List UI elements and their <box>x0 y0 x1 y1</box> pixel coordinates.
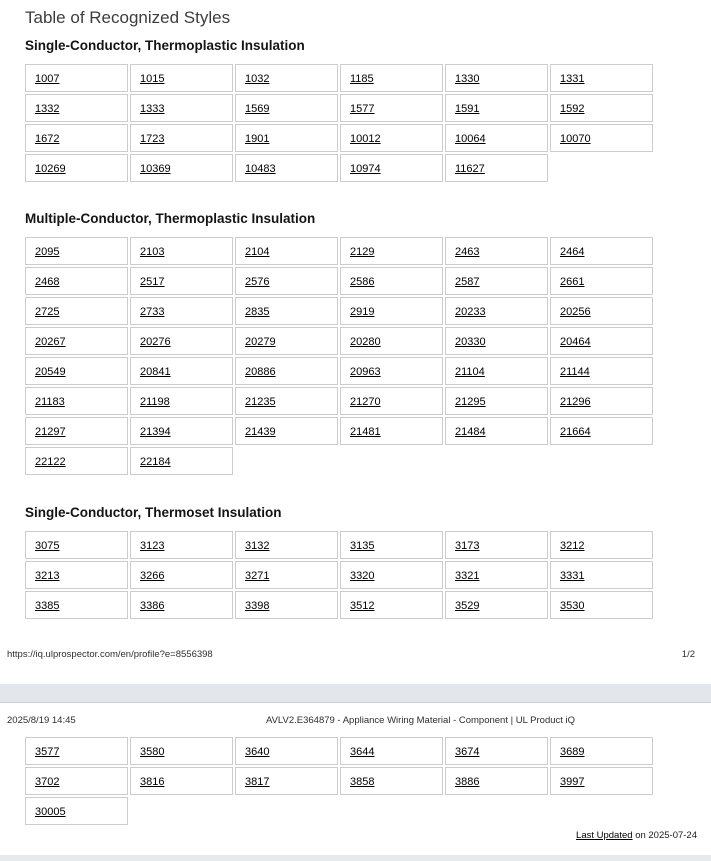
table-row <box>25 531 653 559</box>
style-cell <box>340 64 443 92</box>
style-cell <box>25 737 128 765</box>
style-cell <box>550 297 653 325</box>
style-cell <box>130 327 233 355</box>
style-cell <box>445 297 548 325</box>
table-row <box>25 124 653 152</box>
style-number-link[interactable]: 3817 <box>245 776 270 788</box>
style-cell <box>130 591 233 619</box>
style-cell <box>235 737 338 765</box>
style-number-link[interactable]: 2919 <box>350 306 375 318</box>
style-number-link[interactable]: 20886 <box>245 366 276 378</box>
style-number-link[interactable]: 20256 <box>560 306 591 318</box>
style-number-link[interactable]: 3173 <box>455 540 480 552</box>
style-cell <box>340 154 443 182</box>
style-number-link[interactable]: 2661 <box>560 276 585 288</box>
style-cell <box>235 591 338 619</box>
style-number-link[interactable]: 3135 <box>350 540 375 552</box>
style-cell <box>235 297 338 325</box>
style-cell <box>235 531 338 559</box>
style-number-link[interactable]: 10269 <box>35 163 66 175</box>
table-row <box>25 737 653 765</box>
style-number-link[interactable]: 2463 <box>455 246 480 258</box>
style-number-link[interactable]: 21144 <box>560 366 590 378</box>
style-cell <box>130 124 233 152</box>
style-number-link[interactable]: 10012 <box>350 133 381 145</box>
style-cell <box>340 94 443 122</box>
style-cell <box>25 531 128 559</box>
style-number-link[interactable]: 10064 <box>455 133 486 145</box>
style-cell <box>235 767 338 795</box>
style-number-link[interactable]: 20267 <box>35 336 66 348</box>
style-cell <box>550 327 653 355</box>
style-cell <box>340 387 443 415</box>
page2-print-header <box>0 715 711 727</box>
styles-table-multiple-conductor-thermoplastic <box>23 235 655 477</box>
style-cell <box>130 297 233 325</box>
style-number-link[interactable]: 21270 <box>350 396 381 408</box>
style-cell <box>340 237 443 265</box>
section-heading-single-conductor-thermoplastic: Single-Conductor, Thermoplastic Insulation <box>25 38 305 53</box>
style-cell <box>550 357 653 385</box>
style-number-link[interactable]: 20330 <box>455 336 486 348</box>
style-cell <box>130 561 233 589</box>
style-number-link[interactable]: 20276 <box>140 336 171 348</box>
bottom-page-edge <box>0 855 711 861</box>
style-cell <box>25 237 128 265</box>
style-number-link[interactable]: 3530 <box>560 600 585 612</box>
style-cell <box>235 154 338 182</box>
style-number-link[interactable]: 1331 <box>560 73 585 85</box>
style-cell <box>235 94 338 122</box>
style-number-link[interactable]: 2733 <box>140 306 165 318</box>
style-cell <box>130 737 233 765</box>
style-number-link[interactable]: 2517 <box>140 276 165 288</box>
style-cell <box>445 417 548 445</box>
table-row <box>25 64 653 92</box>
table-row <box>25 387 653 415</box>
style-cell <box>445 357 548 385</box>
style-cell <box>445 591 548 619</box>
style-cell <box>25 387 128 415</box>
style-cell <box>550 64 653 92</box>
page-title: Table of Recognized Styles <box>25 8 231 27</box>
style-cell <box>550 561 653 589</box>
style-number-link[interactable]: 3689 <box>560 746 585 758</box>
style-number-link[interactable]: 21235 <box>245 396 276 408</box>
style-cell <box>130 417 233 445</box>
style-cell <box>130 94 233 122</box>
style-cell <box>130 64 233 92</box>
page-break-divider <box>0 684 711 703</box>
style-cell <box>550 531 653 559</box>
style-number-link[interactable]: 2129 <box>350 246 375 258</box>
table-row <box>25 237 653 265</box>
style-number-link[interactable]: 3702 <box>35 776 60 788</box>
style-number-link[interactable]: 3997 <box>560 776 585 788</box>
style-number-link[interactable]: 1007 <box>35 73 60 85</box>
styles-table-single-conductor-thermoset <box>23 529 655 621</box>
style-number-link[interactable]: 1332 <box>35 103 60 115</box>
style-number-link[interactable]: 2464 <box>560 246 585 258</box>
style-number-link[interactable]: 3271 <box>245 570 270 582</box>
style-number-link[interactable]: 21183 <box>35 396 65 408</box>
style-number-link[interactable]: 3577 <box>35 746 60 758</box>
style-number-link[interactable]: 1185 <box>350 73 374 85</box>
footer-url: https://iq.ulprospector.com/en/profile?e=8556398 <box>7 649 213 660</box>
last-updated-link[interactable]: Last Updated <box>576 830 633 841</box>
style-cell <box>130 387 233 415</box>
style-cell <box>130 267 233 295</box>
style-number-link[interactable]: 21296 <box>560 396 591 408</box>
style-number-link[interactable]: 1032 <box>245 73 270 85</box>
style-number-link[interactable]: 3580 <box>140 746 165 758</box>
style-cell <box>25 64 128 92</box>
style-number-link[interactable]: 3529 <box>455 600 480 612</box>
style-cell <box>550 237 653 265</box>
table-row <box>25 561 653 589</box>
table-row <box>25 327 653 355</box>
style-number-link[interactable]: 3858 <box>350 776 375 788</box>
style-number-link[interactable]: 3386 <box>140 600 165 612</box>
style-cell <box>445 267 548 295</box>
style-number-link[interactable]: 3512 <box>350 600 375 612</box>
style-cell <box>445 767 548 795</box>
style-number-link[interactable]: 10369 <box>140 163 171 175</box>
style-cell <box>340 267 443 295</box>
style-cell <box>130 447 233 475</box>
style-cell <box>25 417 128 445</box>
style-number-link[interactable]: 3644 <box>350 746 375 758</box>
style-cell <box>235 267 338 295</box>
table-row <box>25 797 653 825</box>
style-number-link[interactable]: 3674 <box>455 746 480 758</box>
table-row <box>25 447 653 475</box>
style-number-link[interactable]: 22122 <box>35 456 66 468</box>
style-number-link[interactable]: 3886 <box>455 776 480 788</box>
style-cell <box>550 94 653 122</box>
style-number-link[interactable]: 3075 <box>35 540 60 552</box>
table-row <box>25 154 653 182</box>
style-cell <box>340 417 443 445</box>
style-cell <box>235 357 338 385</box>
style-cell <box>445 154 548 182</box>
style-number-link[interactable]: 3321 <box>455 570 480 582</box>
style-cell <box>25 447 128 475</box>
style-number-link[interactable]: 3320 <box>350 570 375 582</box>
style-cell <box>235 417 338 445</box>
style-number-link[interactable]: 1901 <box>245 133 270 145</box>
style-number-link[interactable]: 2468 <box>35 276 60 288</box>
style-cell <box>25 767 128 795</box>
style-number-link[interactable]: 1569 <box>245 103 270 115</box>
style-cell <box>340 327 443 355</box>
style-number-link[interactable]: 3640 <box>245 746 270 758</box>
style-number-link[interactable]: 20279 <box>245 336 276 348</box>
style-cell <box>235 561 338 589</box>
style-cell <box>25 327 128 355</box>
style-number-link[interactable]: 2104 <box>245 246 270 258</box>
style-number-link[interactable]: 3816 <box>140 776 165 788</box>
style-number-link[interactable]: 20464 <box>560 336 591 348</box>
style-number-link[interactable]: 21104 <box>455 366 485 378</box>
style-cell <box>340 124 443 152</box>
style-number-link[interactable]: 22184 <box>140 456 171 468</box>
style-cell <box>235 124 338 152</box>
style-cell <box>340 591 443 619</box>
style-cell <box>445 387 548 415</box>
style-cell <box>25 124 128 152</box>
section-heading-multiple-conductor-thermoplastic: Multiple-Conductor, Thermoplastic Insulation <box>25 211 316 226</box>
style-number-link[interactable]: 21439 <box>245 426 276 438</box>
section-heading-single-conductor-thermoset: Single-Conductor, Thermoset Insulation <box>25 505 282 520</box>
styles-table-single-conductor-thermoplastic <box>23 62 655 184</box>
style-number-link[interactable]: 10070 <box>560 133 591 145</box>
style-cell <box>130 237 233 265</box>
last-updated-line <box>0 830 711 842</box>
style-number-link[interactable]: 1591 <box>455 103 480 115</box>
style-number-link[interactable]: 3123 <box>140 540 165 552</box>
style-cell <box>445 327 548 355</box>
table-row <box>25 297 653 325</box>
style-number-link[interactable]: 1577 <box>350 103 375 115</box>
style-number-link[interactable]: 11627 <box>455 163 485 175</box>
style-number-link[interactable]: 20233 <box>455 306 486 318</box>
table-row <box>25 767 653 795</box>
style-number-link[interactable]: 21295 <box>455 396 486 408</box>
style-number-link[interactable]: 1672 <box>35 133 60 145</box>
style-cell <box>445 64 548 92</box>
style-cell <box>130 767 233 795</box>
style-cell <box>550 387 653 415</box>
style-number-link[interactable]: 2103 <box>140 246 165 258</box>
style-cell <box>340 737 443 765</box>
style-number-link[interactable]: 20963 <box>350 366 381 378</box>
table-row <box>25 417 653 445</box>
style-number-link[interactable]: 3212 <box>560 540 585 552</box>
table-row <box>25 591 653 619</box>
style-number-link[interactable]: 21664 <box>560 426 591 438</box>
style-cell <box>340 767 443 795</box>
style-number-link[interactable]: 3398 <box>245 600 270 612</box>
style-number-link[interactable]: 21484 <box>455 426 486 438</box>
table-row <box>25 357 653 385</box>
style-cell <box>445 94 548 122</box>
style-cell <box>25 561 128 589</box>
style-number-link[interactable]: 20841 <box>140 366 171 378</box>
styles-table-continuation <box>23 735 655 827</box>
style-number-link[interactable]: 2835 <box>245 306 270 318</box>
style-cell <box>550 267 653 295</box>
style-number-link[interactable]: 2725 <box>35 306 60 318</box>
style-number-link[interactable]: 20280 <box>350 336 381 348</box>
style-number-link[interactable]: 30005 <box>35 806 66 818</box>
style-number-link[interactable]: 3213 <box>35 570 60 582</box>
style-number-link[interactable]: 1723 <box>140 133 165 145</box>
style-number-link[interactable]: 20549 <box>35 366 66 378</box>
style-number-link[interactable]: 2576 <box>245 276 270 288</box>
header-document-title: AVLV2.E364879 - Appliance Wiring Material - Component | UL Product iQ <box>265 715 576 726</box>
style-number-link[interactable]: 10483 <box>245 163 276 175</box>
style-number-link[interactable]: 10974 <box>350 163 381 175</box>
table-row <box>25 267 653 295</box>
style-cell <box>25 591 128 619</box>
style-cell <box>25 267 128 295</box>
style-cell <box>130 154 233 182</box>
style-number-link[interactable]: 2586 <box>350 276 375 288</box>
style-number-link[interactable]: 1333 <box>140 103 165 115</box>
style-cell <box>550 737 653 765</box>
style-cell <box>235 237 338 265</box>
style-number-link[interactable]: 1330 <box>455 73 480 85</box>
style-number-link[interactable]: 1592 <box>560 103 585 115</box>
style-cell <box>550 417 653 445</box>
style-cell <box>235 387 338 415</box>
style-cell <box>130 531 233 559</box>
style-number-link[interactable]: 21198 <box>140 396 170 408</box>
style-cell <box>25 297 128 325</box>
style-number-link[interactable]: 3385 <box>35 600 60 612</box>
last-updated-date: on 2025-07-24 <box>635 830 697 841</box>
style-cell <box>340 561 443 589</box>
style-cell <box>445 237 548 265</box>
style-number-link[interactable]: 1015 <box>140 73 165 85</box>
page1-print-footer <box>0 649 711 661</box>
style-cell <box>235 327 338 355</box>
style-number-link[interactable]: 21481 <box>350 426 381 438</box>
style-cell <box>25 154 128 182</box>
style-cell <box>445 531 548 559</box>
style-cell <box>445 561 548 589</box>
style-cell <box>550 591 653 619</box>
style-cell <box>445 124 548 152</box>
style-number-link[interactable]: 3331 <box>560 570 585 582</box>
style-cell <box>550 767 653 795</box>
style-number-link[interactable]: 2095 <box>35 246 60 258</box>
style-cell <box>445 737 548 765</box>
style-cell <box>340 297 443 325</box>
style-cell <box>130 357 233 385</box>
header-datetime: 2025/8/19 14:45 <box>7 715 76 726</box>
style-number-link[interactable]: 21394 <box>140 426 171 438</box>
style-number-link[interactable]: 2587 <box>455 276 480 288</box>
style-number-link[interactable]: 3132 <box>245 540 270 552</box>
style-cell <box>340 357 443 385</box>
footer-page-number: 1/2 <box>681 649 695 660</box>
style-cell <box>25 797 128 825</box>
style-cell <box>25 94 128 122</box>
style-cell <box>340 531 443 559</box>
style-number-link[interactable]: 21297 <box>35 426 66 438</box>
style-cell <box>235 64 338 92</box>
table-row <box>25 94 653 122</box>
style-cell <box>25 357 128 385</box>
style-cell <box>550 124 653 152</box>
style-number-link[interactable]: 3266 <box>140 570 165 582</box>
